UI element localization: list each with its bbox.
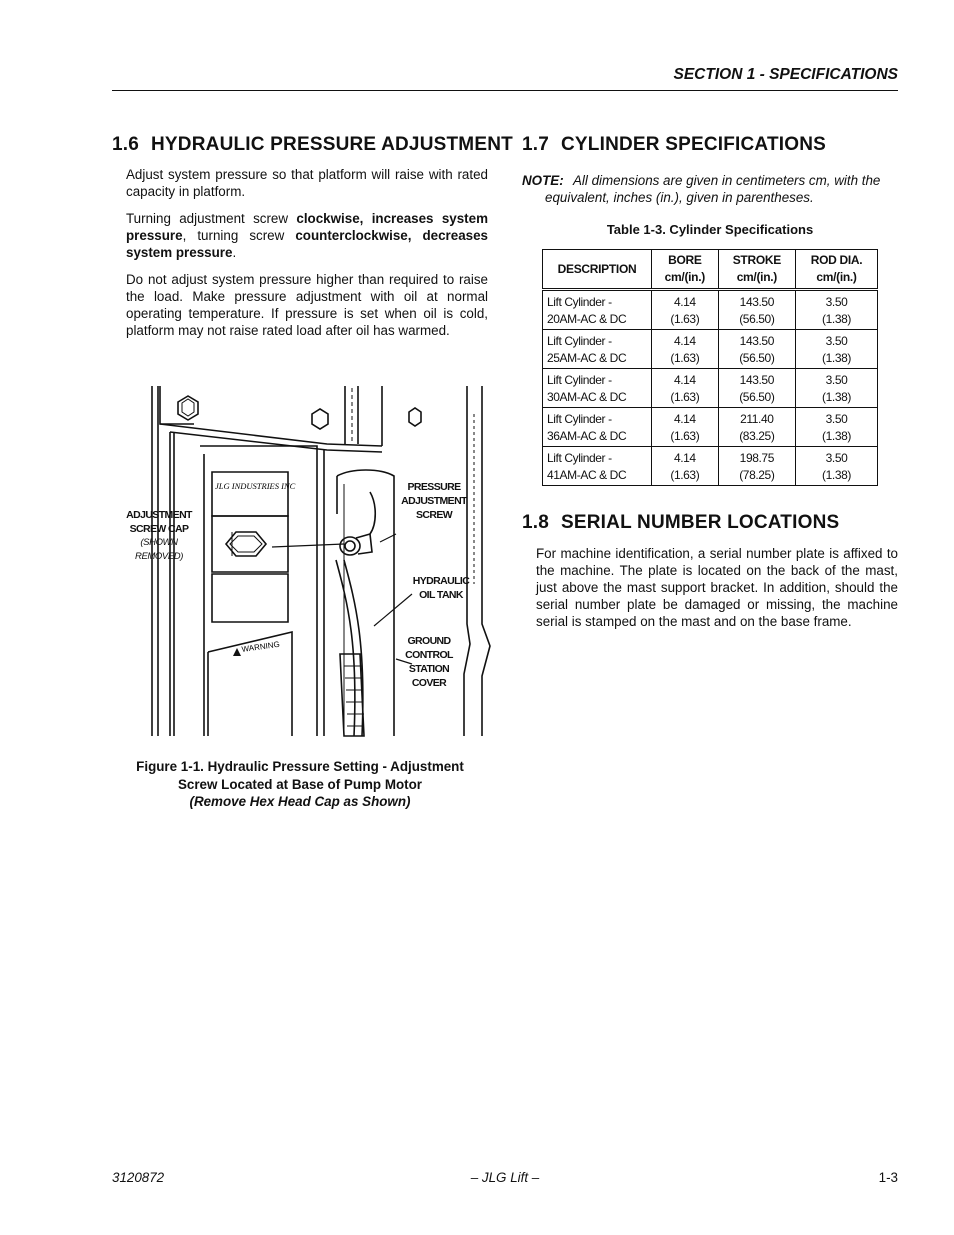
cell-line: 3.50 xyxy=(825,294,848,309)
cell-line: Lift Cylinder - xyxy=(547,372,612,387)
callout-line: SCREW CAP xyxy=(129,523,189,535)
caption-line: Figure 1-1. Hydraulic Pressure Setting - Adjustment xyxy=(136,759,464,774)
table-header-row xyxy=(543,250,878,290)
cell-line: 3.50 xyxy=(825,450,848,465)
column-header xyxy=(543,250,652,290)
cell-line: (1.38) xyxy=(822,467,851,482)
cell-line: 3.50 xyxy=(825,333,848,348)
cell-line: 4.14 xyxy=(673,294,696,309)
table-row xyxy=(543,369,878,408)
cell-value xyxy=(718,408,795,447)
heading-1-6 xyxy=(112,134,513,156)
cell-line: 4.14 xyxy=(673,372,696,387)
column-header-label: BORE xyxy=(668,253,702,267)
callout-ground-control-cover xyxy=(394,634,464,690)
figure-warning-text: WARNING xyxy=(241,639,281,654)
cell-line: (56.50) xyxy=(739,350,775,365)
cell-line: 143.50 xyxy=(739,294,774,309)
cell-line: 143.50 xyxy=(739,372,774,387)
heading-1-7 xyxy=(522,134,826,156)
text-run: Turning adjustment screw xyxy=(126,211,297,226)
heading-number: 1.6 xyxy=(112,134,140,155)
doc-number: 3120872 xyxy=(112,1170,165,1185)
cell-line: (1.63) xyxy=(670,428,700,443)
cell-value xyxy=(718,330,795,369)
callout-line: HYDRAULIC xyxy=(412,575,470,587)
bold-run: clockwise, increases system pressure xyxy=(126,211,488,243)
callout-line: CONTROL xyxy=(405,649,453,661)
cell-line: Lift Cylinder - xyxy=(547,294,612,309)
cell-value xyxy=(796,369,878,408)
column-header-label: STROKE xyxy=(732,253,781,267)
note-label: NOTE: xyxy=(522,173,564,188)
table-row xyxy=(543,447,878,486)
callout-line: COVER xyxy=(411,677,447,689)
paragraph-serial: For machine identification, a serial number plate is affixed to the machine. The plate is located on the back of the mast, just above the mast support bracket. In addition, should the serial number plate be damaged or missing, the machine serial is stamped on the mast and on the base frame. xyxy=(536,546,898,629)
cell-value xyxy=(652,447,719,486)
heading-title: HYDRAULIC PRESSURE ADJUSTMENT xyxy=(151,134,513,155)
heading-number: 1.8 xyxy=(522,512,550,533)
figure-hydraulic-pressure xyxy=(112,384,502,738)
cell-line: 36AM-AC & DC xyxy=(547,428,627,443)
cell-line: (1.63) xyxy=(670,467,700,482)
cell-value xyxy=(652,330,719,369)
cell-value xyxy=(652,369,719,408)
table-row xyxy=(543,330,878,369)
column-header xyxy=(796,250,878,290)
heading-title: SERIAL NUMBER LOCATIONS xyxy=(561,512,840,533)
cylinder-spec-table xyxy=(542,249,878,486)
cell-line: (1.38) xyxy=(822,311,851,326)
column-header xyxy=(652,250,719,290)
cell-description xyxy=(543,447,652,486)
bold-run: counterclockwise, decreases system pressure xyxy=(126,228,489,260)
cell-description xyxy=(543,290,652,330)
cell-line: 3.50 xyxy=(825,372,848,387)
warning-triangle-icon xyxy=(233,648,241,656)
cell-line: 198.75 xyxy=(739,450,774,465)
table-row xyxy=(543,408,878,447)
column-header-label: ROD DIA. xyxy=(810,253,863,267)
callout-adjustment-screw-cap xyxy=(116,508,202,564)
page-number: 1-3 xyxy=(878,1170,898,1185)
callout-line: STATION xyxy=(408,663,450,675)
cell-description xyxy=(543,408,652,447)
cell-value xyxy=(796,408,878,447)
cell-line: (1.63) xyxy=(670,311,700,326)
cell-line: (1.38) xyxy=(822,350,851,365)
figure-caption xyxy=(112,758,488,811)
cell-line: (83.25) xyxy=(739,428,775,443)
caption-line-italic: (Remove Hex Head Cap as Shown) xyxy=(189,794,411,809)
cell-value xyxy=(652,408,719,447)
callout-line: ADJUSTMENT xyxy=(401,495,467,507)
callout-line: GROUND xyxy=(407,635,451,647)
text-run: , turning screw xyxy=(182,228,296,243)
callout-subtext: (SHOWN REMOVED) xyxy=(135,537,183,562)
cell-line: 143.50 xyxy=(739,333,774,348)
callout-line: SCREW xyxy=(415,509,453,521)
column-header-unit: cm/(in.) xyxy=(664,270,705,284)
callout-line: ADJUSTMENT xyxy=(126,509,192,521)
paragraph-warning-pressure: Do not adjust system pressure higher than required to raise the load. Make pressure adjustment with oil at normal operating temperature. If pressure is set when oil is cold, platform may not raise rated load after oil has warmed. xyxy=(126,272,488,338)
table-title: Table 1-3. Cylinder Specifications xyxy=(606,222,814,237)
cell-line: (1.63) xyxy=(670,350,700,365)
note-text xyxy=(522,172,898,206)
cell-value xyxy=(652,290,719,330)
footer-center: – JLG Lift – xyxy=(470,1170,540,1185)
page-header xyxy=(112,64,898,91)
note xyxy=(522,172,898,206)
cell-value xyxy=(718,290,795,330)
cell-value xyxy=(718,447,795,486)
note-body: All dimensions are given in centimeters cm, with the equivalent, inches (in.), given in parentheses. xyxy=(545,173,881,205)
paragraph-adjust: Adjust system pressure so that platform will raise with rated capacity in platform. xyxy=(126,167,488,199)
table-row xyxy=(543,290,878,330)
cell-value xyxy=(796,447,878,486)
cell-line: 25AM-AC & DC xyxy=(547,350,627,365)
cell-line: 41AM-AC & DC xyxy=(547,467,627,482)
cell-line: (78.25) xyxy=(739,467,775,482)
section-title: SECTION 1 - SPECIFICATIONS xyxy=(673,66,898,83)
column-header-label: DESCRIPTION xyxy=(557,261,637,276)
column-header xyxy=(718,250,795,290)
cell-description xyxy=(543,330,652,369)
cell-line: 4.14 xyxy=(673,333,696,348)
cell-line: (1.38) xyxy=(822,389,851,404)
top-bolt xyxy=(178,396,198,420)
cell-line: 20AM-AC & DC xyxy=(547,311,627,326)
cell-line: Lift Cylinder - xyxy=(547,450,612,465)
cell-line: Lift Cylinder - xyxy=(547,411,612,426)
cell-line: (56.50) xyxy=(739,389,775,404)
figure-plate-text: JLG INDUSTRIES INC xyxy=(215,481,296,491)
text-run: . xyxy=(232,245,237,260)
paragraph-turning xyxy=(126,210,488,261)
cell-value xyxy=(718,369,795,408)
cell-line: 4.14 xyxy=(673,450,696,465)
cell-line: 3.50 xyxy=(825,411,848,426)
cell-line: (1.38) xyxy=(822,428,851,443)
cell-line: 30AM-AC & DC xyxy=(547,389,627,404)
callout-hydraulic-oil-tank xyxy=(402,574,480,602)
callout-pressure-adjustment-screw xyxy=(394,480,474,522)
heading-1-8 xyxy=(522,512,839,534)
callout-line: OIL TANK xyxy=(419,589,463,601)
cell-description xyxy=(543,369,652,408)
hex-cap xyxy=(226,532,266,556)
cell-line: Lift Cylinder - xyxy=(547,333,612,348)
heading-number: 1.7 xyxy=(522,134,550,155)
heading-title: CYLINDER SPECIFICATIONS xyxy=(561,134,827,155)
cell-value xyxy=(796,290,878,330)
caption-line: Screw Located at Base of Pump Motor xyxy=(177,776,423,792)
adjustment-screw xyxy=(340,534,372,555)
cell-line: 211.40 xyxy=(740,411,774,426)
column-header-unit: cm/(in.) xyxy=(736,270,777,284)
cell-value xyxy=(796,330,878,369)
cell-line: 4.14 xyxy=(673,411,696,426)
callout-line: PRESSURE xyxy=(407,481,461,493)
cell-line: (1.63) xyxy=(670,389,700,404)
cell-line: (56.50) xyxy=(739,311,775,326)
column-header-unit: cm/(in.) xyxy=(816,270,857,284)
